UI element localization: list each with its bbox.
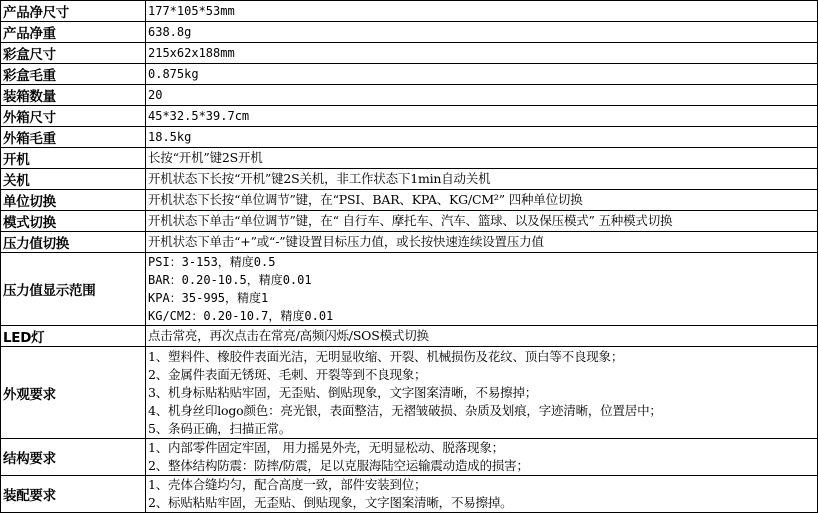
row-label: 彩盒尺寸 [1,43,146,64]
value-line: 5、条码正确，扫描正常。 [148,420,292,436]
value-line: 4、机身丝印logo颜色：亮光银，表面整洁，无褶皱破损、杂质及划痕，字迹清晰，位置居中； [148,402,662,418]
row-value [146,476,818,513]
table-row [1,190,818,211]
row-value [146,232,818,253]
row-value [146,127,818,148]
row-label: LED灯 [1,326,146,347]
row-label: 压力值切换 [1,232,146,253]
spec-table-body [1,1,818,513]
row-label: 模式切换 [1,211,146,232]
table-row [1,326,818,347]
table-row [1,211,818,232]
table-row [1,169,818,190]
row-label: 彩盒毛重 [1,64,146,85]
value-line: 2、标贴粘贴牢固，无歪贴、倒贴现象，文字图案清晰，不易擦掉。 [148,495,513,510]
row-value [146,347,818,439]
table-row [1,439,818,476]
value-line: 3、机身标贴粘贴牢固，无歪贴、倒贴现象，文字图案清晰，不易擦掉； [148,384,538,400]
value-line: 开机状态下长按“开机”键2S关机，非工作状态下1min自动关机 [148,171,491,186]
table-row [1,85,818,106]
row-value [146,326,818,347]
row-label: 装配要求 [1,476,146,513]
table-row [1,253,818,326]
row-label: 装箱数量 [1,85,146,106]
value-line: 638.8g [148,25,192,39]
row-value [146,22,818,43]
row-label: 压力值显示范围 [1,253,146,326]
value-line: 点击常亮，再次点击在常亮/高频闪烁/SOS模式切换 [148,328,429,343]
row-label: 结构要求 [1,439,146,476]
table-row [1,476,818,513]
value-line: 18.5kg [148,130,192,144]
row-label: 外箱毛重 [1,127,146,148]
value-line: 177*105*53mm [148,4,235,18]
row-label: 外观要求 [1,347,146,439]
value-line: 2、整体结构防震：防摔/防震，足以克服海陆空运输震动造成的损害； [148,458,529,473]
value-line: 开机状态下单击“+”或“-”键设置目标压力值，或长按快速连续设置压力值 [148,234,544,249]
table-row [1,127,818,148]
row-label: 产品净重 [1,22,146,43]
value-line: 0.875kg [148,67,199,81]
row-label: 关机 [1,169,146,190]
value-line: 1、内部零件固定牢固， 用力摇晃外壳，无明显松动、脱落现象； [148,440,504,455]
table-row [1,43,818,64]
value-line: 开机状态下单击“单位调节”键，在“ 自行车、摩托车、汽车、篮球、以及保压模式” 五种模式切换 [148,213,673,228]
row-value [146,106,818,127]
row-label: 产品净尺寸 [1,1,146,22]
table-row [1,232,818,253]
row-value [146,211,818,232]
value-line: 开机状态下长按“单位调节”键，在“PSI、BAR、KPA、KG/CM²” 四种单位切换 [148,192,583,207]
row-value [146,1,818,22]
row-value [146,148,818,169]
value-line: BAR：0.20-10.5，精度0.01 [148,273,312,287]
value-line: PSI：3-153，精度0.5 [148,255,276,269]
row-value [146,253,818,326]
table-row [1,1,818,22]
value-line: 20 [148,88,163,102]
row-label: 外箱尺寸 [1,106,146,127]
row-value [146,439,818,476]
row-value [146,190,818,211]
row-value [146,64,818,85]
row-value [146,85,818,106]
table-row [1,347,818,439]
table-row [1,148,818,169]
value-line: 1、壳体合缝均匀，配合高度一致，部件安装到位； [148,477,427,492]
row-value [146,43,818,64]
row-label: 开机 [1,148,146,169]
value-line: KPA：35-995，精度1 [148,291,269,305]
value-line: 长按“开机”键2S开机 [148,150,263,165]
value-line: 215x62x188mm [148,46,235,60]
value-line: 45*32.5*39.7cm [148,109,250,123]
table-row [1,64,818,85]
value-line: 1、塑料件、橡胶件表面光洁，无明显收缩、开裂、机械损伤及花纹、顶白等不良现象； [148,348,624,364]
value-line: 2、金属件表面无锈斑、毛刺、开裂等到不良现象； [148,366,427,382]
table-row [1,106,818,127]
table-row [1,22,818,43]
value-line: KG/CM2：0.20-10.7，精度0.01 [148,309,334,323]
row-value [146,169,818,190]
row-label: 单位切换 [1,190,146,211]
